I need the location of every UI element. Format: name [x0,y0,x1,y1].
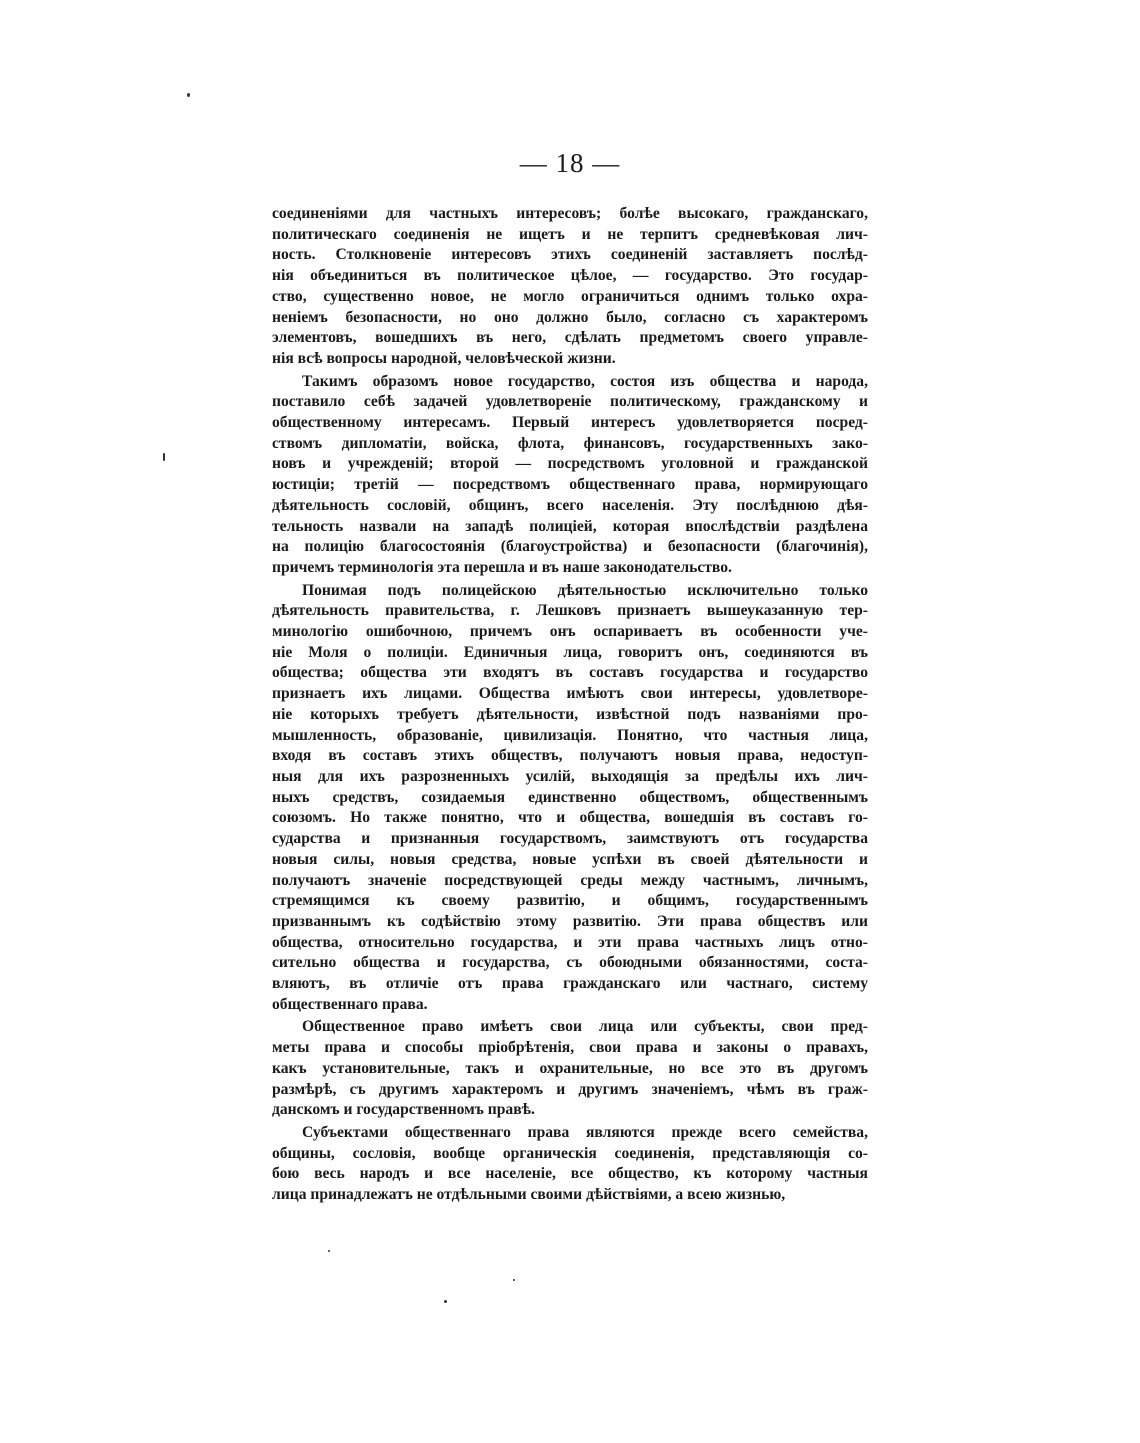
text-line: мышленность, образованіе, цивилизація. Понятно, что частныя лица, [272,726,868,744]
text-line: бою весь народъ и все населеніе, все общество, къ которому частныя [272,1165,868,1183]
text-line: ствомъ дипломатіи, войска, флота, финансовъ, государственныхъ зако- [272,434,868,452]
text-line: лица принадлежатъ не отдѣльными своими дѣйствіями, а всею жизнью, [272,1186,786,1204]
text-line: меты права и способы пріобрѣтенія, свои права и законы о правахъ, [272,1039,868,1057]
text-line: размѣрѣ, съ другимъ характеромъ и другимъ значеніемъ, чѣмъ въ граж- [272,1080,868,1098]
text-line: сительно общества и государства, съ обоюдными обязанностями, соста- [272,954,868,972]
text-line: какъ установительные, такъ и охранительные, но все это въ другомъ [272,1059,868,1077]
text-line: стремящимся къ своему развитію, и общимъ, государственнымъ [272,892,868,910]
text-line: ніе которыхъ требуетъ дѣятельности, извѣстной подъ названіями про- [272,705,868,723]
text-line: нія объединиться въ политическое цѣлое, — государство. Это государ- [272,267,868,285]
text-line: ныя для ихъ разрозненныхъ усилій, выходящія за предѣлы ихъ лич- [272,767,868,785]
text-line: Понимая подъ полицейскою дѣятельностью исключительно только [302,581,868,599]
paragraph [272,1123,868,1206]
text-line: причемъ терминологія эта перешла и въ наше законодательство. [272,558,732,576]
text-line: дѣятельность правительства, г. Лешковъ признаетъ вышеуказанную тер- [272,602,868,620]
paragraph [272,372,868,579]
text-line: признаетъ ихъ лицами. Общества имѣютъ свои интересы, удовлетворе- [272,685,868,703]
text-line: неніемъ безопасности, но оно должно было, согласно съ характеромъ [272,308,868,326]
text-line: новъ и учрежденій; второй — посредствомъ уголовной и гражданской [272,455,868,473]
text-line: данскомъ и государственномъ правѣ. [272,1101,535,1119]
text-line: на полицію благосостоянія (благоустройства) и безопасности (благочинія), [272,538,868,556]
text-line: ство, существенно новое, не могло ограничиться однимъ только охра- [272,287,868,305]
text-line: вляютъ, въ отличіе отъ права гражданскаго или частнаго, систему [272,975,868,993]
text-line: соединеніями для частныхъ интересовъ; болѣе высокаго, гражданскаго, [272,205,868,222]
text-line: элементовъ, вошедшихъ въ него, сдѣлать предметомъ своего управле- [272,329,868,347]
scan-speck [163,453,165,461]
text-line: нія всѣ вопросы народной, человѣческой жизни. [272,349,616,367]
text-line: тельность назвали на западѣ полиціей, которая впослѣдствіи раздѣлена [272,517,868,535]
text-line: ніе Моля о полиціи. Единичныя лица, говоритъ онъ, соединяются въ [272,643,868,661]
text-line: Субъектами общественнаго права являются прежде всего семейства, [302,1123,868,1141]
text-line: поставило себѣ задачей удовлетвореніе политическому, гражданскому и [272,393,868,411]
text-line: призваннымъ къ содѣйствію этому развитію. Эти права обществъ или [272,912,868,930]
text-line: новыя силы, новыя средства, новые успѣхи въ своей дѣятельности и [272,850,868,868]
text-line: Общественное право имѣетъ свои лица или субъекты, свои пред- [302,1018,868,1036]
text-line: дѣятельность сословій, общинъ, всего населенія. Эту послѣднюю дѣя- [272,496,868,514]
scan-speck [513,1279,515,1281]
text-line: ныхъ средствъ, созидаемыя единственно обществомъ, общественнымъ [272,788,868,806]
scan-speck [444,1300,447,1303]
text-line: союзомъ. Но также понятно, что и общества, вошедшія въ составъ го- [272,809,868,827]
text-line: минологію ошибочною, причемъ онъ оспариваетъ въ особенности уче- [272,623,868,641]
text-line: сударства и признанныя государствомъ, заимствуютъ отъ государства [272,830,868,848]
text-line: ность. Столкновеніе интересовъ этихъ соединеній заставляетъ послѣд- [272,246,868,264]
scan-speck [187,93,190,97]
paragraph [272,1017,868,1121]
page-number: — 18 — [519,148,621,178]
paragraph [272,581,868,1016]
body-text [272,204,868,1206]
text-line: общественнаго права. [272,995,428,1013]
text-line: входя въ составъ этихъ обществъ, получаютъ новыя права, недоступ- [272,747,868,765]
text-line: общественному интересамъ. Первый интересъ удовлетворяется посред- [272,414,868,432]
text-line: Такимъ образомъ новое государство, состоя изъ общества и народа, [302,372,868,390]
text-line: общества; общества эти входятъ въ составъ государства и государство [272,664,868,682]
text-line: политическаго соединенія не ищетъ и не терпитъ средневѣковая лич- [272,225,868,243]
text-line: общины, сословія, вообще органическія соединенія, представляющія со- [272,1144,868,1162]
text-line: юстиціи; третій — посредствомъ общественнаго права, нормирующаго [272,476,868,494]
paragraph [272,204,868,370]
text-line: общества, относительно государства, и эти права частныхъ лицъ отно- [272,933,868,951]
text-line: получаютъ значеніе посредствующей среды между частнымъ, личнымъ, [272,871,868,889]
scan-speck [328,1250,330,1252]
